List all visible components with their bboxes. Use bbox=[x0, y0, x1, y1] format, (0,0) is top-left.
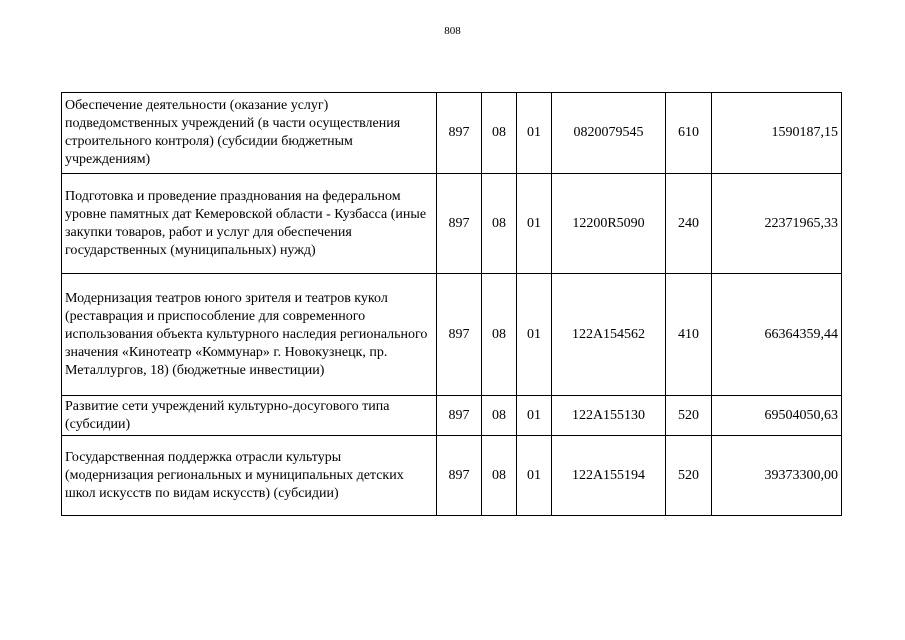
target-article-code: 122A154562 bbox=[552, 274, 666, 396]
budget-table bbox=[61, 92, 842, 516]
subsection-code: 01 bbox=[517, 396, 552, 436]
ministry-code: 897 bbox=[437, 274, 482, 396]
row-description: Обеспечение деятельности (оказание услуг) подведомственных учреждений (в части осуществления строительного контроля) (субсидии бюджетным учреждениям) bbox=[62, 93, 437, 174]
section-code: 08 bbox=[482, 174, 517, 274]
page-number: 808 bbox=[444, 25, 461, 37]
amount: 22371965,33 bbox=[712, 174, 842, 274]
section-code: 08 bbox=[482, 274, 517, 396]
amount: 66364359,44 bbox=[712, 274, 842, 396]
expense-type-code: 610 bbox=[666, 93, 712, 174]
amount: 69504050,63 bbox=[712, 396, 842, 436]
ministry-code: 897 bbox=[437, 93, 482, 174]
expense-type-code: 520 bbox=[666, 396, 712, 436]
row-description: Подготовка и проведение празднования на федеральном уровне памятных дат Кемеровской области - Кузбасса (иные закупки товаров, работ и услуг для обеспечения государственных (муниципальных) нужд) bbox=[62, 174, 437, 274]
section-code: 08 bbox=[482, 396, 517, 436]
table-row bbox=[62, 396, 842, 436]
ministry-code: 897 bbox=[437, 436, 482, 516]
subsection-code: 01 bbox=[517, 274, 552, 396]
row-description: Государственная поддержка отрасли культуры (модернизация региональных и муниципальных детских школ искусств по видам искусств) (субсидии) bbox=[62, 436, 437, 516]
expense-type-code: 410 bbox=[666, 274, 712, 396]
ministry-code: 897 bbox=[437, 396, 482, 436]
target-article-code: 12200R5090 bbox=[552, 174, 666, 274]
expense-type-code: 240 bbox=[666, 174, 712, 274]
target-article-code: 0820079545 bbox=[552, 93, 666, 174]
table-row bbox=[62, 436, 842, 516]
table-row bbox=[62, 274, 842, 396]
section-code: 08 bbox=[482, 436, 517, 516]
subsection-code: 01 bbox=[517, 93, 552, 174]
row-description: Развитие сети учреждений культурно-досугового типа (субсидии) bbox=[62, 396, 437, 436]
target-article-code: 122A155194 bbox=[552, 436, 666, 516]
subsection-code: 01 bbox=[517, 436, 552, 516]
amount: 1590187,15 bbox=[712, 93, 842, 174]
table-row bbox=[62, 174, 842, 274]
row-description: Модернизация театров юного зрителя и театров кукол (реставрация и приспособление для современного использования объекта культурного наследия регионального значения «Кинотеатр «Коммунар» г. Новокузнецк, пр. Металлургов, 18) (бюджетные инвестиции) bbox=[62, 274, 437, 396]
subsection-code: 01 bbox=[517, 174, 552, 274]
expense-type-code: 520 bbox=[666, 436, 712, 516]
ministry-code: 897 bbox=[437, 174, 482, 274]
table-row bbox=[62, 93, 842, 174]
section-code: 08 bbox=[482, 93, 517, 174]
amount: 39373300,00 bbox=[712, 436, 842, 516]
target-article-code: 122A155130 bbox=[552, 396, 666, 436]
